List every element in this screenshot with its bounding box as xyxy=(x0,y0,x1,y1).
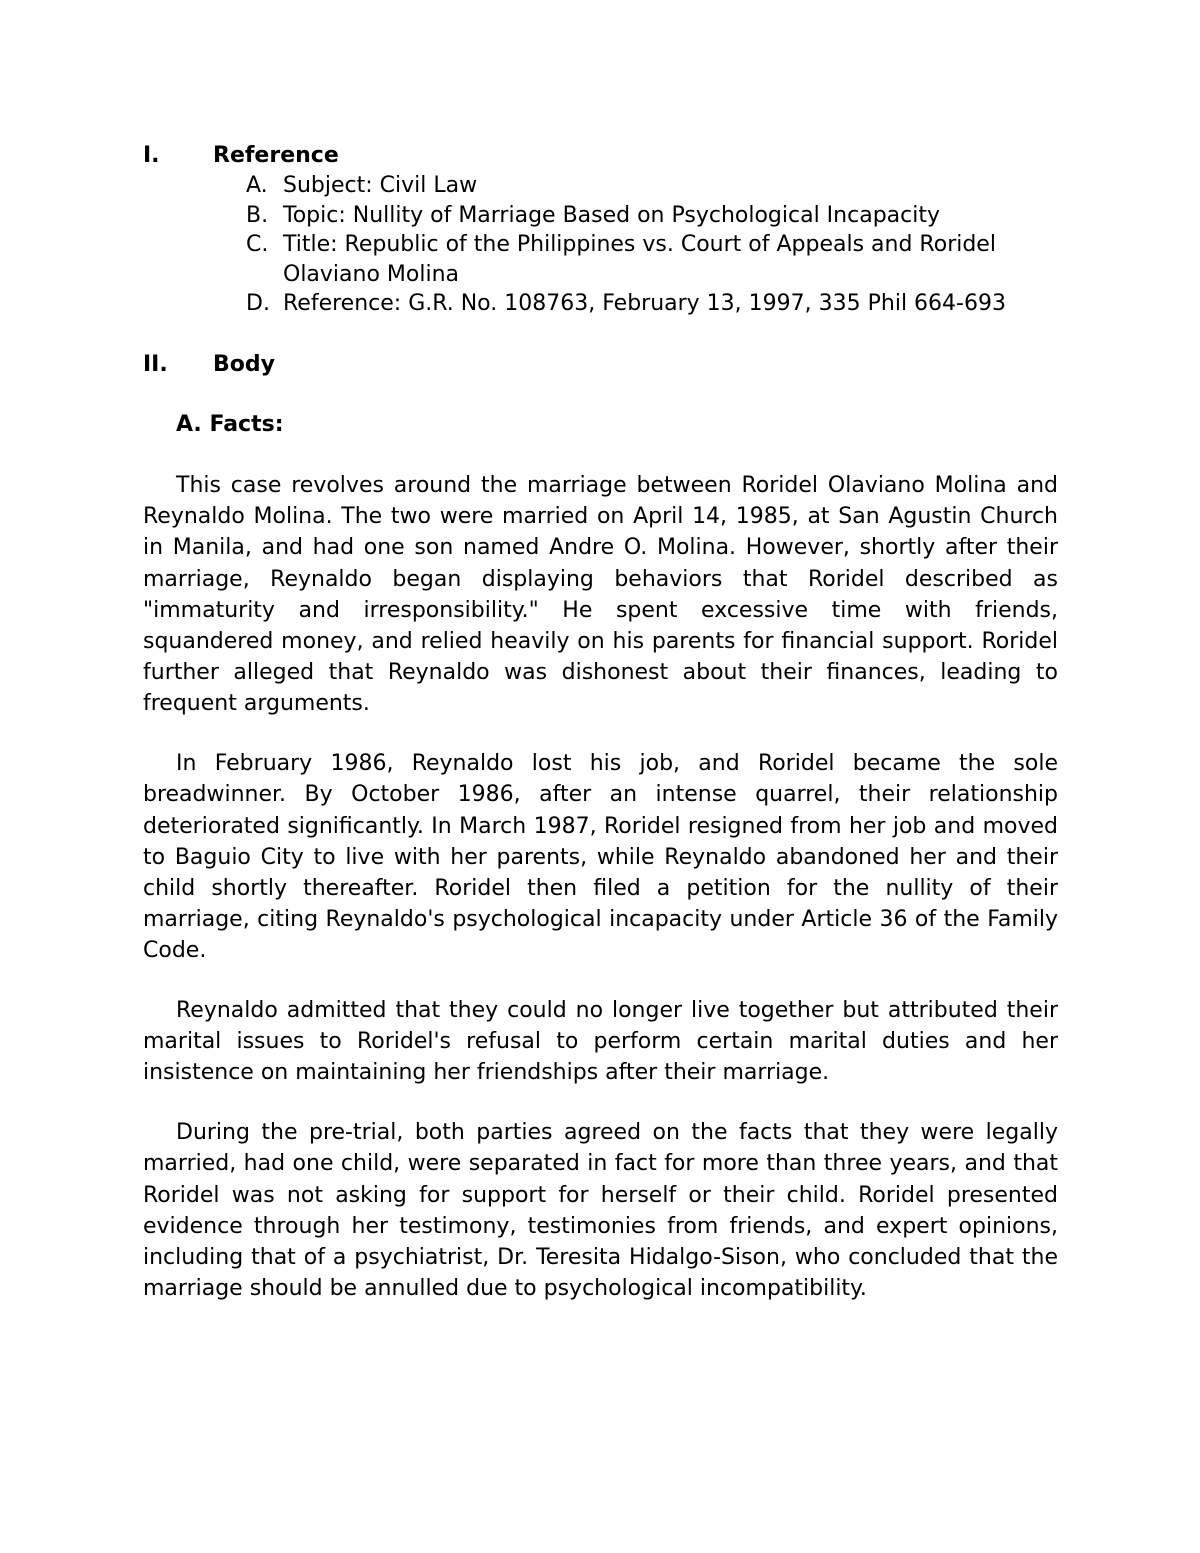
list-letter: A. xyxy=(246,173,268,198)
paragraph: This case revolves around the marriage between Roridel Olaviano Molina and Reynaldo Molina. The two were married on April 14, 1985, at San Agustin Church in Manila, and had one son named Andre O. Molina. However, shortly after their marriage, Reynaldo began displaying behaviors that Roridel described as "immaturity and irresponsibility." He spent excessive time with friends, squandered money, and relied heavily on his parents for financial support. Roridel further alleged that Reynaldo was dishonest about their finances, leading to frequent arguments. xyxy=(143,473,1058,717)
list-text: Topic: Nullity of Marriage Based on Psychological Incapacity xyxy=(283,202,940,228)
list-text: Reference: G.R. No. 108763, February 13, 1997, 335 Phil 664-693 xyxy=(283,291,1006,316)
subheading-facts: A. Facts: xyxy=(176,412,284,437)
reference-list xyxy=(246,171,1061,319)
paragraph: Reynaldo admitted that they could no longer live together but attributed their marital issues to Roridel's refusal to perform certain marital duties and her insistence on maintaining her friendships after their marriage. xyxy=(143,998,1058,1086)
paragraph: During the pre-trial, both parties agreed on the facts that they were legally married, had one child, were separated in fact for more than three years, and that Roridel was not asking for support for herself or their child. Roridel presented evidence through her testimony, testimonies from friends, and expert opinions, including that of a psychiatrist, Dr. Teresita Hidalgo-Sison, who concluded that the marriage should be annulled due to psychological incompatibility. xyxy=(143,1120,1058,1302)
reference-item-subject xyxy=(246,171,1061,201)
paragraph: In February 1986, Reynaldo lost his job, and Roridel became the sole breadwinner. By October 1986, after an intense quarrel, their relationship deteriorated significantly. In March 1987, Roridel resigned from her job and moved to Baguio City to live with her parents, while Reynaldo abandoned her and their child shortly thereafter. Roridel then filed a petition for the nullity of their marriage, citing Reynaldo's psychological incapacity under Article 36 of the Family Code. xyxy=(143,751,1058,964)
section-heading-body xyxy=(143,350,275,380)
section-title: Reference xyxy=(213,143,339,168)
list-text: Subject: Civil Law xyxy=(283,173,478,198)
list-letter: D. xyxy=(246,291,270,316)
section-number: II. xyxy=(143,352,168,377)
facts-body xyxy=(143,470,1058,1333)
list-letter: C. xyxy=(246,232,269,257)
list-text: Title: Republic of the Philippines vs. Court of Appeals and Roridel Olaviano Molina xyxy=(283,232,996,287)
section-number: I. xyxy=(143,143,160,168)
list-letter: B. xyxy=(246,202,269,228)
reference-item-topic xyxy=(246,201,1061,231)
section-heading-reference xyxy=(143,141,339,171)
reference-item-citation xyxy=(246,289,1061,319)
reference-item-title xyxy=(246,230,1061,289)
section-title: Body xyxy=(213,352,275,377)
